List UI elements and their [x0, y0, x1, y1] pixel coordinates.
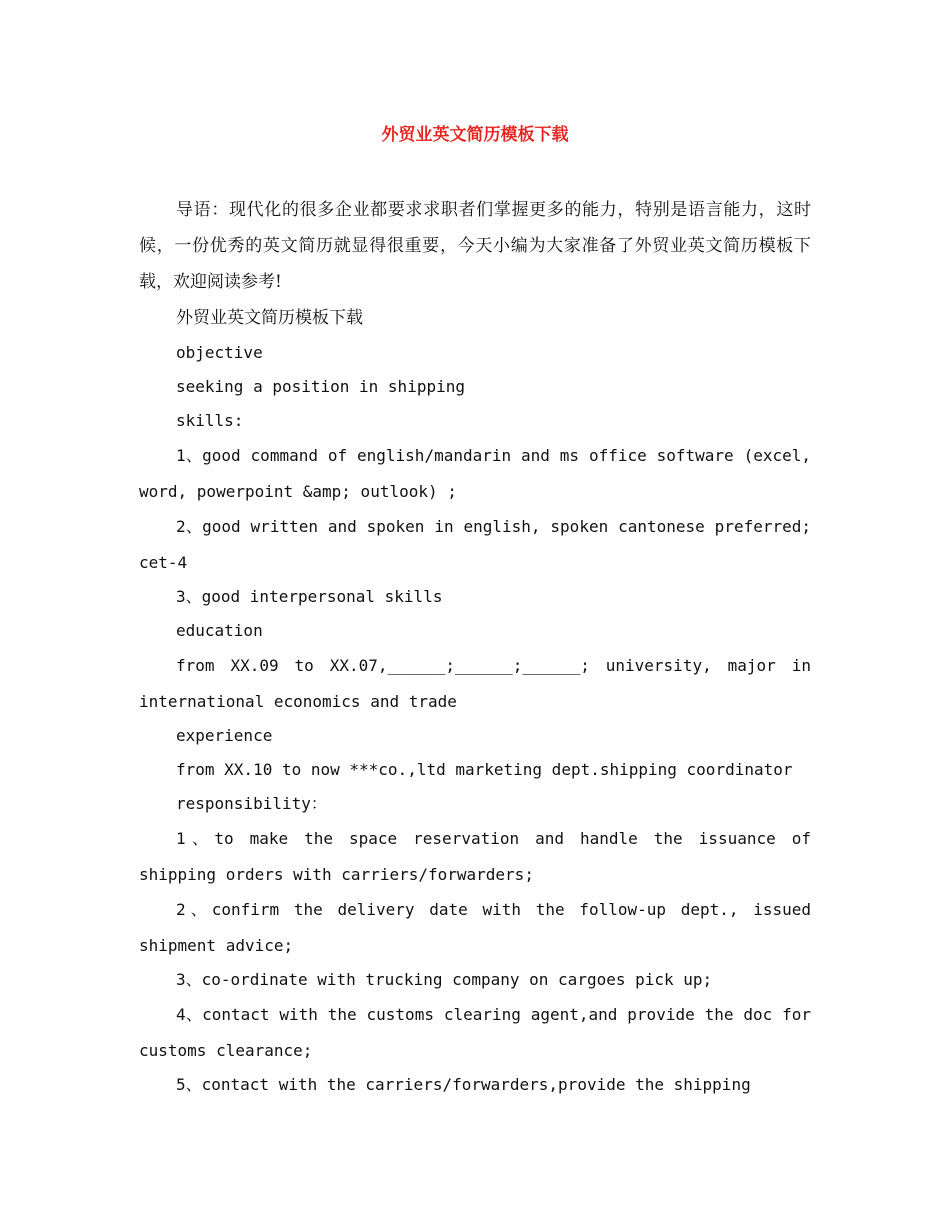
responsibility-item: 5、contact with the carriers/forwarders,provide the shipping	[176, 1075, 751, 1094]
experience-text: from XX.10 to now ***co.,ltd marketing dept.shipping coordinator	[176, 760, 793, 779]
skill-item: 1、good command of english/mandarin and ms office software (excel, word, powerpoint &amp; outlook) ;	[139, 446, 811, 501]
responsibility-item: 3、co-ordinate with trucking company on cargoes pick up;	[176, 970, 713, 989]
responsibility-item: 1、to make the space reservation and handle the issuance of shipping orders with carriers/forwarders;	[139, 829, 811, 884]
objective-heading: objective	[176, 343, 263, 362]
education-text: from XX.09 to XX.07,______;______;______; university, major in international economics and trade	[139, 656, 811, 711]
document-body	[139, 192, 811, 1102]
section-heading: 外贸业英文简历模板下载	[176, 308, 363, 328]
education-heading: education	[176, 621, 263, 640]
objective-text: seeking a position in shipping	[176, 377, 465, 396]
responsibility-item: 2、confirm the delivery date with the follow-up dept., issued shipment advice;	[139, 900, 811, 955]
skills-heading: skills:	[176, 411, 244, 430]
responsibility-item: 4、contact with the customs clearing agent,and provide the doc for customs clearance;	[139, 1005, 811, 1060]
skill-item: 3、good interpersonal skills	[176, 587, 443, 606]
skill-item: 2、good written and spoken in english, spoken cantonese preferred; cet-4	[139, 517, 811, 572]
experience-heading: experience	[176, 726, 273, 745]
responsibility-heading: responsibility：	[176, 794, 327, 813]
intro-paragraph: 导语：现代化的很多企业都要求求职者们掌握更多的能力，特别是语言能力，这时候，一份优秀的英文简历就显得很重要，今天小编为大家准备了外贸业英文简历模板下载，欢迎阅读参考!	[139, 200, 811, 292]
document-title: 外贸业英文简历模板下载	[381, 125, 569, 145]
